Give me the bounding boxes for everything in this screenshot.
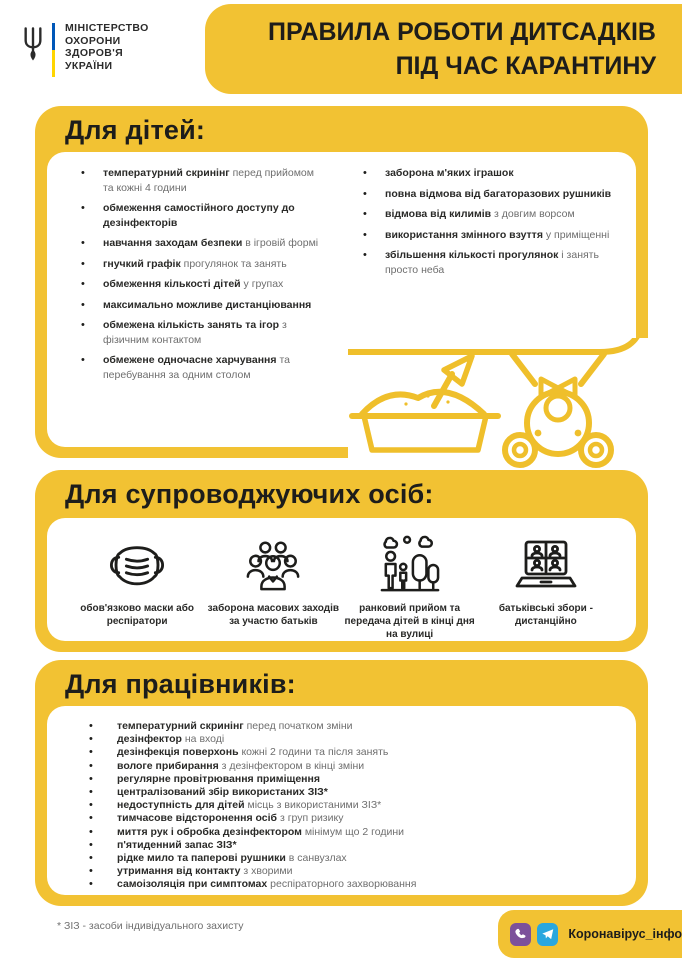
section-escorts-card — [47, 518, 636, 641]
list-item: • вологе прибирання з дезінфектором в кінці зміни — [77, 760, 636, 773]
list-item: • відмова від килимів з довгим ворсом — [359, 207, 613, 222]
list-item: • обмежена кількість занять та ігор з фізичним контактом — [77, 318, 321, 347]
page-title — [205, 4, 682, 94]
section-children-title: Для дітей: — [65, 115, 206, 145]
list-item: • заборона м'яких іграшок — [359, 166, 613, 181]
list-item: • обмежене одночасне харчування та перебування за одним столом — [77, 353, 321, 382]
mask-icon — [106, 532, 168, 594]
section-workers-card — [47, 706, 636, 895]
escort-item-label: заборона масових заходів за участю батьків — [207, 603, 340, 627]
list-item: • використання змінного взуття у приміщенні — [359, 228, 613, 243]
list-item: • миття рук і обробка дезінфектором мінімум що 2 години — [77, 826, 636, 839]
ministry-logo — [22, 22, 149, 77]
video-call-icon — [513, 532, 579, 594]
list-item: • рідке мило та паперові рушники в санвузлах — [77, 852, 636, 865]
escort-item-video — [478, 532, 614, 641]
escort-item-crowd — [205, 532, 341, 641]
page-title-line1: ПРАВИЛА РОБОТИ ДИТСАДКІВ — [268, 18, 656, 46]
section-workers — [35, 660, 648, 906]
flag-divider — [52, 23, 55, 77]
escort-item-label: батьківські збори - дистанційно — [498, 603, 593, 627]
list-item: • навчання заходам безпеки в ігровій формі — [77, 236, 321, 251]
outdoor-handover-icon — [377, 532, 443, 594]
section-escorts — [35, 470, 648, 652]
list-item: • температурний скринінг перед початком зміни — [77, 720, 636, 733]
escort-item-label: ранковий прийом та передача дітей в кінці дня на вулиці — [344, 603, 475, 640]
list-item: • дезінфектор на вході — [77, 733, 636, 746]
list-item: • повна відмова від багаторазових рушників — [359, 187, 613, 202]
social-badge[interactable] — [498, 910, 682, 958]
crowd-icon — [242, 532, 304, 594]
list-item: • регулярне провітрювання приміщення — [77, 773, 636, 786]
list-item: • п'ятиденний запас ЗІЗ* — [77, 839, 636, 852]
page-title-line2: ПІД ЧАС КАРАНТИНУ — [395, 52, 656, 80]
list-item: • недоступність для дітей місць з використаними ЗІЗ* — [77, 799, 636, 812]
list-item: • обмеження кількості дітей у групах — [77, 277, 321, 292]
trident-icon — [22, 24, 44, 64]
list-item: • обмеження самостійного доступу до дезінфекторів — [77, 201, 321, 230]
sandbox-teddy-illustration — [348, 338, 670, 478]
list-item: • утримання від контакту з хворими — [77, 865, 636, 878]
viber-icon[interactable] — [510, 923, 531, 946]
list-item: • максимально можливе дистанціювання — [77, 298, 321, 313]
list-item: • температурний скринінг перед прийомом та кожні 4 години — [77, 166, 321, 195]
list-item: • самоізоляція при симптомах респіраторного захворювання — [77, 878, 636, 891]
children-list-left — [77, 166, 359, 388]
list-item: • збільшення кількості прогулянок і занять просто неба — [359, 248, 613, 277]
section-workers-title: Для працівників: — [65, 669, 296, 699]
telegram-icon[interactable] — [537, 923, 558, 946]
list-item: • дезінфекція поверхонь кожні 2 години та після занять — [77, 746, 636, 759]
list-item: • тимчасове відсторонення осіб з груп ризику — [77, 812, 636, 825]
list-item: • гнучкий графік прогулянок та занять — [77, 257, 321, 272]
section-escorts-title: Для супроводжуючих осіб: — [65, 479, 434, 509]
escort-item-label: обов'язково маски або респіратори — [80, 603, 195, 627]
ministry-name: МІНІСТЕРСТВО ОХОРОНИ ЗДОРОВ'Я УКРАЇНИ — [65, 22, 149, 72]
workers-list — [47, 706, 636, 892]
escort-item-mask — [69, 532, 205, 641]
escort-item-outdoor — [342, 532, 478, 641]
footnote: * ЗІЗ - засоби індивідуального захисту — [57, 920, 244, 932]
social-badge-label: Коронавірус_інфо — [568, 927, 682, 941]
list-item: • централізований збір використаних ЗІЗ* — [77, 786, 636, 799]
